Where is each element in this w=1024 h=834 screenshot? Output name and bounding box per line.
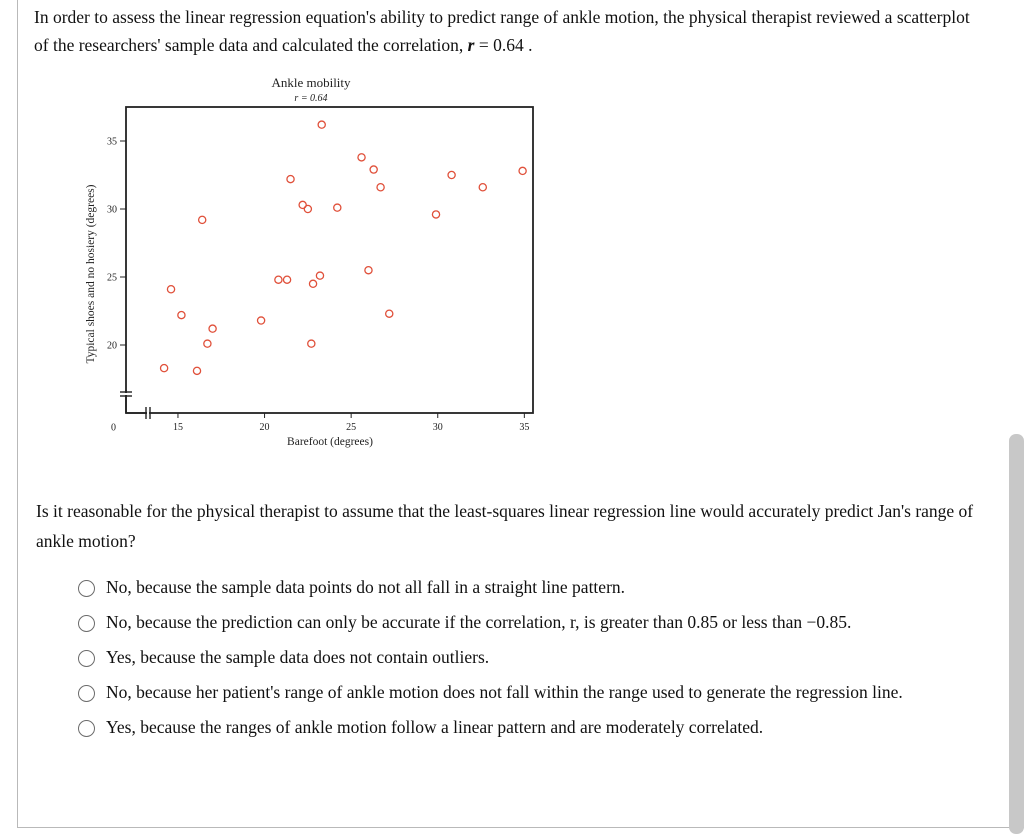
data-point — [304, 205, 311, 212]
data-point — [334, 204, 341, 211]
y-tick-label: 20 — [107, 340, 117, 352]
y-ticks — [107, 137, 126, 434]
intro-paragraph — [34, 3, 984, 59]
chart-subtitle: r = 0.64 — [294, 93, 328, 104]
x-tick-label: 30 — [432, 422, 443, 433]
data-points — [161, 121, 527, 374]
answer-options — [78, 574, 958, 749]
data-point — [386, 310, 393, 317]
scrollbar-thumb[interactable] — [1009, 434, 1024, 834]
answer-option-label: No, because her patient's range of ankle motion does not fall within the range used to generate the regression line. — [106, 682, 903, 702]
data-point — [204, 340, 211, 347]
answer-option-label: No, because the sample data points do not all fall in a straight line pattern. — [106, 577, 626, 597]
data-point — [199, 216, 206, 223]
axis-breaks — [120, 390, 150, 419]
radio-button[interactable] — [78, 650, 95, 667]
data-point — [309, 280, 316, 287]
radio-button[interactable] — [78, 580, 95, 597]
answer-option-label: Yes, because the sample data does not contain outliers. — [106, 647, 490, 667]
y-tick-label: 0 — [111, 422, 116, 434]
x-axis-label: Barefoot (degrees) — [287, 436, 373, 448]
x-tick-label: 35 — [519, 422, 530, 433]
chart-title: Ankle mobility — [271, 75, 351, 90]
answer-option-2[interactable] — [78, 609, 958, 636]
radio-button[interactable] — [78, 685, 95, 702]
radio-button[interactable] — [78, 615, 95, 632]
answer-option-1[interactable] — [78, 574, 958, 601]
data-point — [448, 171, 455, 178]
data-point — [275, 276, 282, 283]
data-point — [519, 167, 526, 174]
y-tick-label: 30 — [107, 204, 117, 216]
data-point — [178, 311, 185, 318]
scatterplot-container — [70, 72, 560, 452]
axis-break-gap-x — [147, 412, 149, 414]
data-point — [209, 325, 216, 332]
data-point — [479, 184, 486, 191]
data-point — [193, 367, 200, 374]
radio-button[interactable] — [78, 720, 95, 737]
data-point — [257, 317, 264, 324]
answer-option-label: No, because the prediction can only be accurate if the correlation, r, is greater than 0.85 or less than −0.85. — [106, 612, 852, 632]
data-point — [167, 286, 174, 293]
x-tick-label: 20 — [259, 422, 270, 433]
answer-option-4[interactable] — [78, 679, 958, 706]
data-point — [308, 340, 315, 347]
ankle-mobility-scatterplot — [70, 72, 560, 452]
y-tick-label: 35 — [107, 136, 117, 148]
plot-frame — [126, 107, 533, 413]
data-point — [432, 211, 439, 218]
answer-option-label: Yes, because the ranges of ankle motion follow a linear pattern and are moderately correlated. — [106, 717, 764, 737]
axis-break-gap — [125, 393, 127, 395]
data-point — [377, 184, 384, 191]
data-point — [358, 154, 365, 161]
intro-text: In order to assess the linear regression equation's ability to predict range of ankle motion, the physical therapist reviewed a scatterplot of the researchers' sample data and calculated the correlation, — [34, 7, 970, 55]
data-point — [287, 175, 294, 182]
data-point — [161, 365, 168, 372]
x-ticks — [173, 413, 529, 433]
answer-option-5[interactable] — [78, 714, 958, 741]
x-tick-label: 25 — [346, 422, 357, 433]
intro-r-value: = 0.64 . — [474, 35, 533, 55]
answer-option-3[interactable] — [78, 644, 958, 671]
question-text: Is it reasonable for the physical therapist to assume that the least-squares linear regression line would accurately predict Jan's range of ankle motion? — [36, 501, 974, 551]
data-point — [318, 121, 325, 128]
data-point — [316, 272, 323, 279]
y-axis-label: Typical shoes and no hosiery (degrees) — [85, 184, 97, 364]
data-point — [365, 267, 372, 274]
data-point — [283, 276, 290, 283]
y-tick-label: 25 — [107, 272, 117, 284]
intro-r-symbol: r — [467, 35, 475, 55]
data-point — [370, 166, 377, 173]
x-tick-label: 15 — [172, 422, 183, 433]
